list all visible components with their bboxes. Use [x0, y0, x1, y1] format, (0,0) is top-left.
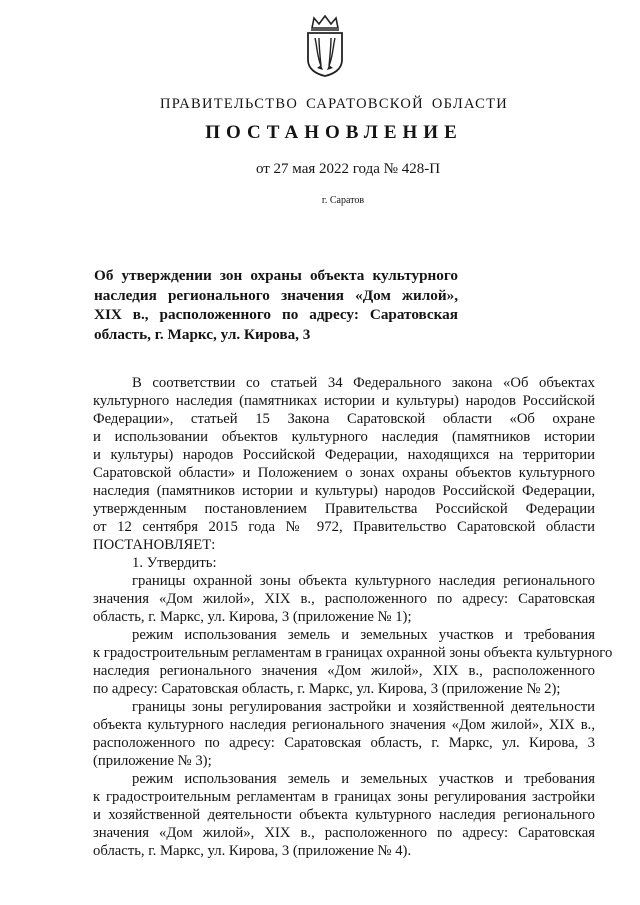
date-and-number: от 27 мая 2022 года № 428-П [255, 161, 441, 177]
body-line: по адресу: Саратовская область, г. Маркс, ул. Кирова, 3 (приложение № 2); [93, 681, 561, 697]
body-line: ПОСТАНОВЛЯЕТ: [93, 537, 216, 553]
body-line: и культуры) народов Российской Федерации, находящихся на территории [93, 447, 595, 463]
body-line: наследия (памятников истории и культуры) народов Российской Федерации, [93, 483, 595, 499]
city-label: г. Саратов [321, 195, 365, 206]
body-line: режим использования земель и земельных участков и требования [132, 627, 595, 643]
body-line: область, г. Маркс, ул. Кирова, 3 (приложение № 1); [93, 609, 412, 625]
body-line: к градостроительным регламентам в границах зоны регулирования застройки [93, 789, 595, 805]
body-line: от 12 сентября 2015 года № 972, Правительство Саратовской области [93, 519, 595, 535]
body-line: Федерации», статьей 15 Закона Саратовской области «Об охране [93, 411, 595, 427]
body-line: и хозяйственной деятельности объекта культурного наследия регионального [93, 807, 595, 823]
body-line: значения «Дом жилой», XIX в., расположенного по адресу: Саратовская [93, 591, 595, 607]
body-line: границы зоны регулирования застройки и хозяйственной деятельности [132, 699, 595, 715]
body-line: и использовании объектов культурного наследия (памятников истории [93, 429, 595, 445]
body-line: В соответствии со статьей 34 Федерального закона «Об объектах [132, 375, 595, 391]
body-line: область, г. Маркс, ул. Кирова, 3 (приложение № 4). [93, 843, 412, 859]
body-line: 1. Утвердить: [132, 555, 217, 571]
body-line: культурного наследия (памятниках истории и культуры) народов Российской [93, 393, 595, 409]
body-line: объекта культурного наследия регионального значения «Дом жилой», XIX в., [93, 717, 595, 733]
document-type: ПОСТАНОВЛЕНИЕ [205, 122, 463, 143]
saratov-coat-of-arms-icon [302, 14, 348, 78]
organization-name: ПРАВИТЕЛЬСТВО САРАТОВСКОЙ ОБЛАСТИ [159, 96, 509, 112]
body-line: наследия регионального значения «Дом жилой», XIX в., расположенного [93, 663, 595, 679]
resolution-title: Об утверждении зон охраны объекта культурного наследия регионального значения «Дом жилой», XIX в., расположенного по адресу: Саратовская область, г. Маркс, ул. Кирова, 3 [94, 267, 458, 343]
body-line: значения «Дом жилой», XIX в., расположенного по адресу: Саратовская [93, 825, 595, 841]
body-line: Саратовской области» и Положением о зонах охраны объектов культурного [93, 465, 595, 481]
body-line: к градостроительным регламентам в границах охранной зоны объекта культурного [93, 645, 613, 661]
body-line: расположенного по адресу: Саратовская область, г. Маркс, ул. Кирова, 3 [93, 735, 595, 751]
body-line: (приложение № 3); [93, 753, 212, 769]
body-line: границы охранной зоны объекта культурного наследия регионального [132, 573, 595, 589]
body-line: утвержденным постановлением Правительства Российской Федерации [93, 501, 595, 517]
body-line: режим использования земель и земельных участков и требования [132, 771, 595, 787]
